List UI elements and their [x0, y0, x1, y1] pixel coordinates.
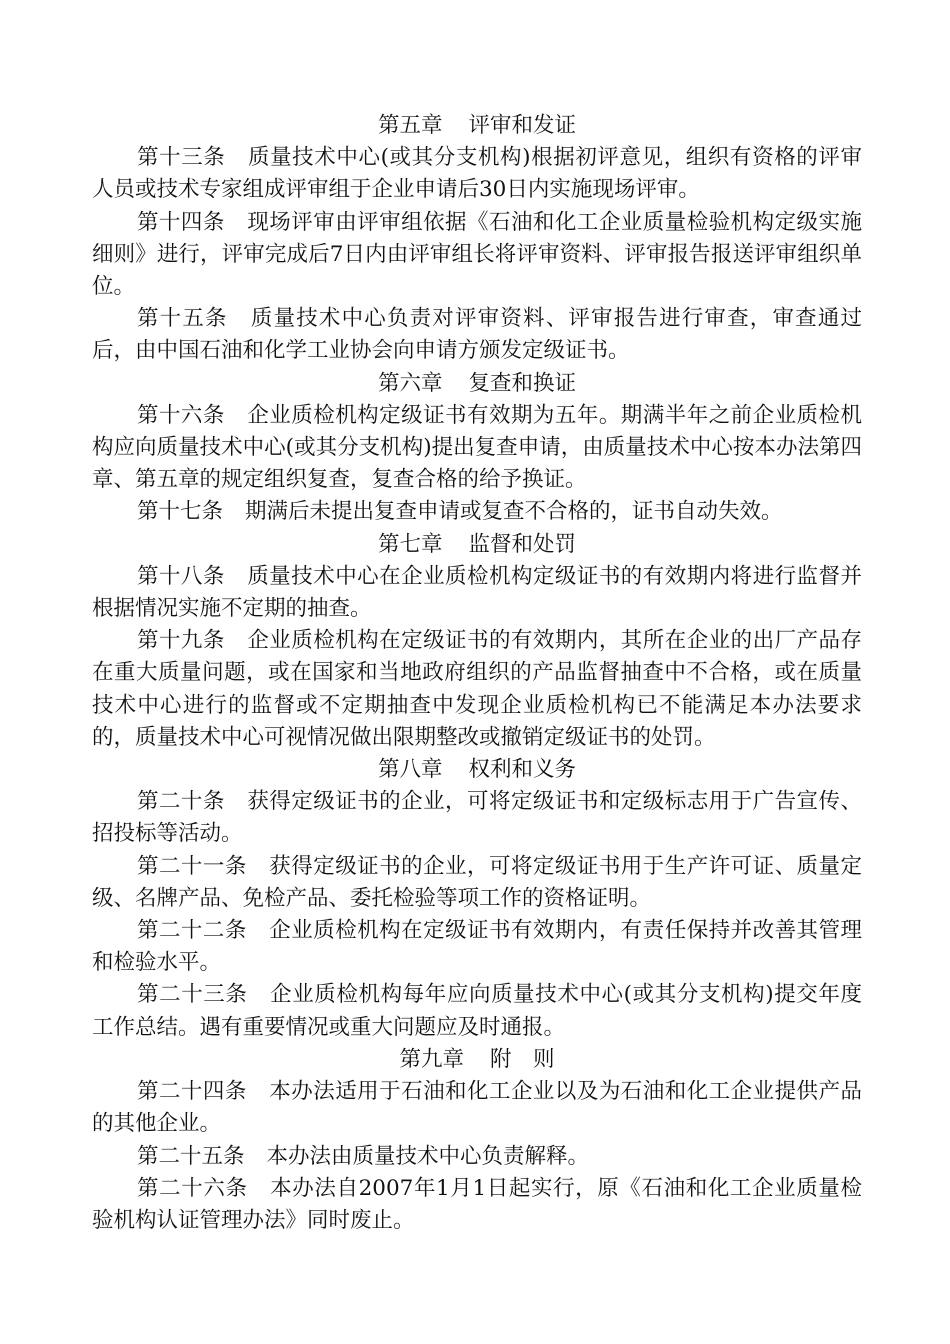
- chapter-heading: [92, 368, 862, 400]
- article-number: 第二十二条: [137, 918, 247, 944]
- article-text: 期满后未提出复查申请或复查不合格的，证书自动失效。: [245, 499, 783, 525]
- chapter-title: 复查和换证: [468, 370, 577, 396]
- chapter-title: 权利和义务: [468, 757, 577, 783]
- article-number: 第十八条: [137, 563, 225, 589]
- chapter-heading: [92, 754, 862, 786]
- chapter-title: 评审和发证: [468, 113, 577, 138]
- article-paragraph: [92, 1076, 862, 1140]
- article-text: 本办法适用于石油和化工企业以及为石油和化工企业提供产品的其他企业。: [92, 1079, 862, 1137]
- article-text: 企业质检机构在定级证书有效期内，有责任保持并改善其管理和检验水平。: [92, 918, 862, 976]
- chapter-heading: [92, 110, 862, 142]
- chapter-number: 第八章: [377, 757, 443, 783]
- article-text: 本办法自2007年1月1日起实行，原《石油和化工企业质量检验机构认证管理办法》同时废止。: [92, 1175, 862, 1233]
- article-text: 获得定级证书的企业，可将定级证书用于生产许可证、质量定级、名牌产品、免检产品、委托检验等项工作的资格证明。: [92, 853, 862, 911]
- article-number: 第十五条: [137, 306, 228, 332]
- article-paragraph: [92, 625, 862, 754]
- article-paragraph: [92, 786, 862, 850]
- chapter-heading: [92, 529, 862, 561]
- document-page: [92, 110, 862, 1237]
- article-number: 第十六条: [137, 402, 225, 428]
- article-number: 第十四条: [137, 209, 225, 235]
- article-text: 现场评审由评审组依据《石油和化工企业质量检验机构定级实施细则》进行，评审完成后7日内由评审组长将评审资料、评审报告报送评审组织单位。: [92, 209, 862, 300]
- article-number: 第二十一条: [137, 853, 247, 879]
- chapter-number: 第五章: [377, 113, 443, 138]
- article-paragraph: [92, 851, 862, 915]
- article-paragraph: [92, 1141, 862, 1173]
- article-number: 第十九条: [137, 628, 225, 654]
- article-text: 企业质检机构每年应向质量技术中心(或其分支机构)提交年度工作总结。遇有重要情况或重大问题应及时通报。: [92, 982, 862, 1040]
- article-number: 第二十三条: [137, 982, 248, 1008]
- article-paragraph: [92, 400, 862, 497]
- chapter-number: 第七章: [377, 531, 443, 557]
- article-paragraph: [92, 303, 862, 367]
- chapter-title: 监督和处罚: [468, 531, 577, 557]
- chapter-heading: [92, 1044, 862, 1076]
- article-paragraph: [92, 496, 862, 528]
- chapter-number: 第九章: [399, 1046, 464, 1072]
- article-number: 第十三条: [137, 145, 226, 171]
- article-paragraph: [92, 979, 862, 1043]
- article-paragraph: [92, 915, 862, 979]
- article-number: 第二十五条: [137, 1143, 245, 1169]
- article-number: 第十七条: [137, 499, 224, 525]
- chapter-title: 附 则: [490, 1046, 555, 1072]
- chapter-number: 第六章: [377, 370, 443, 396]
- article-text: 本办法由质量技术中心负责解释。: [266, 1143, 590, 1169]
- article-number: 第二十六条: [137, 1175, 248, 1201]
- article-paragraph: [92, 561, 862, 625]
- article-text: 获得定级证书的企业，可将定级证书和定级标志用于广告宣传、招投标等活动。: [92, 789, 862, 847]
- article-text: 质量技术中心负责对评审资料、评审报告进行审查，审查通过后，由中国石油和化学工业协会向申请方颁发定级证书。: [92, 306, 862, 364]
- article-text: 企业质检机构定级证书有效期为五年。期满半年之前企业质检机构应向质量技术中心(或其分支机构)提出复查申请，由质量技术中心按本办法第四章、第五章的规定组织复查，复查合格的给予换证。: [92, 402, 862, 493]
- article-paragraph: [92, 142, 862, 206]
- article-text: 质量技术中心(或其分支机构)根据初评意见，组织有资格的评审人员或技术专家组成评审组于企业申请后30日内实施现场评审。: [92, 145, 862, 203]
- article-text: 企业质检机构在定级证书的有效期内，其所在企业的出厂产品存在重大质量问题，或在国家和当地政府组织的产品监督抽查中不合格，或在质量技术中心进行的监督或不定期抽查中发现企业质检机构已不能满足本办法要求的，质量技术中心可视情况做出限期整改或撤销定级证书的处罚。: [92, 628, 862, 750]
- article-number: 第二十条: [137, 789, 225, 815]
- article-paragraph: [92, 207, 862, 304]
- article-number: 第二十四条: [137, 1079, 247, 1105]
- article-paragraph: [92, 1173, 862, 1237]
- article-text: 质量技术中心在企业质检机构定级证书的有效期内将进行监督并根据情况实施不定期的抽查。: [92, 563, 862, 622]
